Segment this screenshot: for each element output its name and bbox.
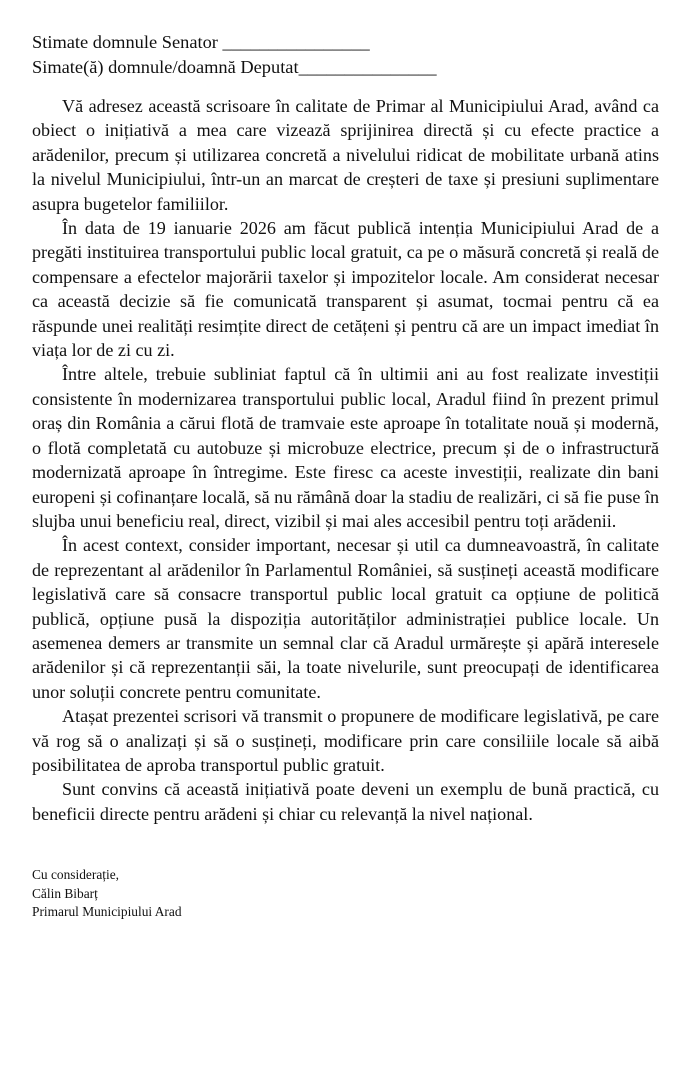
paragraph-attachment: Atașat prezentei scrisori vă transmit o propunere de modificare legislativă, pe care vă rog să o analizați și să o susțineți, modificare prin care consiliile locale să aibă posibilitatea de aproba transportul public gratuit. bbox=[32, 706, 659, 775]
paragraph-intro: Vă adresez această scrisoare în calitate de Primar al Municipiului Arad, având ca obiect o inițiativă a mea care vizează sprijinirea directă și cu efecte practice a arădenilor, precum și utilizarea concretă a nivelului ridicat de mobilitate urbană atins la nivelul Municipiului, într-un an marcat de creșteri de taxe și presiuni suplimentare asupra bugetelor familiilor. bbox=[32, 96, 659, 214]
paragraph-investments: Între altele, trebuie subliniat faptul că în ultimii ani au fost realizate investiții consistente în modernizarea transportului public local, Aradul fiind în prezent primul oraș din România a cărui flotă de tramvaie este aproape în totalitate nouă și modernă, o flotă completată cu autobuze și microbuze electrice, precum și de o infrastructură modernizată aproape în întregime. Este firesc ca aceste investiții, realizate din bani europeni și cofinanțare locală, să nu rămână doar la stadiu de realizări, ci să fie puse în slujba unui beneficiu real, direct, vizibil și mai ales accesibil pentru toți arădenii. bbox=[32, 364, 659, 531]
salutation-deputy: Simate(ă) domnule/doamnă Deputat_______________ bbox=[32, 56, 437, 77]
closing-regards: Cu considerație, bbox=[32, 867, 120, 883]
letter-body bbox=[32, 94, 659, 826]
paragraph-request: În acest context, consider important, necesar și util ca dumneavoastră, în calitate de reprezentant al arădenilor în Parlamentul României, să susțineți această modificare legislativă care să consacre transportul public local gratuit ca opțiune de politică publică, opțiune pusă la dispoziția autorităților administrației publice locale. Un asemenea demers ar transmite un semnal clar că Aradul urmărește și apără interesele arădenilor și că reprezentanții săi, la toate nivelurile, sunt preocupați de identificarea unor soluții concrete pentru comunitate. bbox=[32, 535, 659, 702]
salutation-block bbox=[32, 30, 659, 79]
paragraph-announcement: În data de 19 ianuarie 2026 am făcut publică intenția Municipiului Arad de a pregăti instituirea transportului public local gratuit, ca pe o măsură concretă și reală de compensare a efectelor majorării taxelor și impozitelor locale. Am considerat necesar ca această decizie să fie comunicată transparent și asumat, tocmai pentru că ea răspunde unei realități resimțite direct de cetățeni și pentru că are un impact imediat în viața lor de zi cu zi. bbox=[32, 218, 659, 361]
signatory-title: Primarul Municipiului Arad bbox=[32, 904, 182, 919]
signatory-name: Călin Bibarț bbox=[32, 885, 98, 901]
signature-block bbox=[32, 866, 659, 921]
paragraph-conclusion: Sunt convins că această inițiativă poate deveni un exemplu de bună practică, cu beneficii directe pentru arădeni și chiar cu relevanță la nivel național. bbox=[32, 779, 659, 824]
salutation-senator: Stimate domnule Senator ________________ bbox=[32, 32, 370, 52]
